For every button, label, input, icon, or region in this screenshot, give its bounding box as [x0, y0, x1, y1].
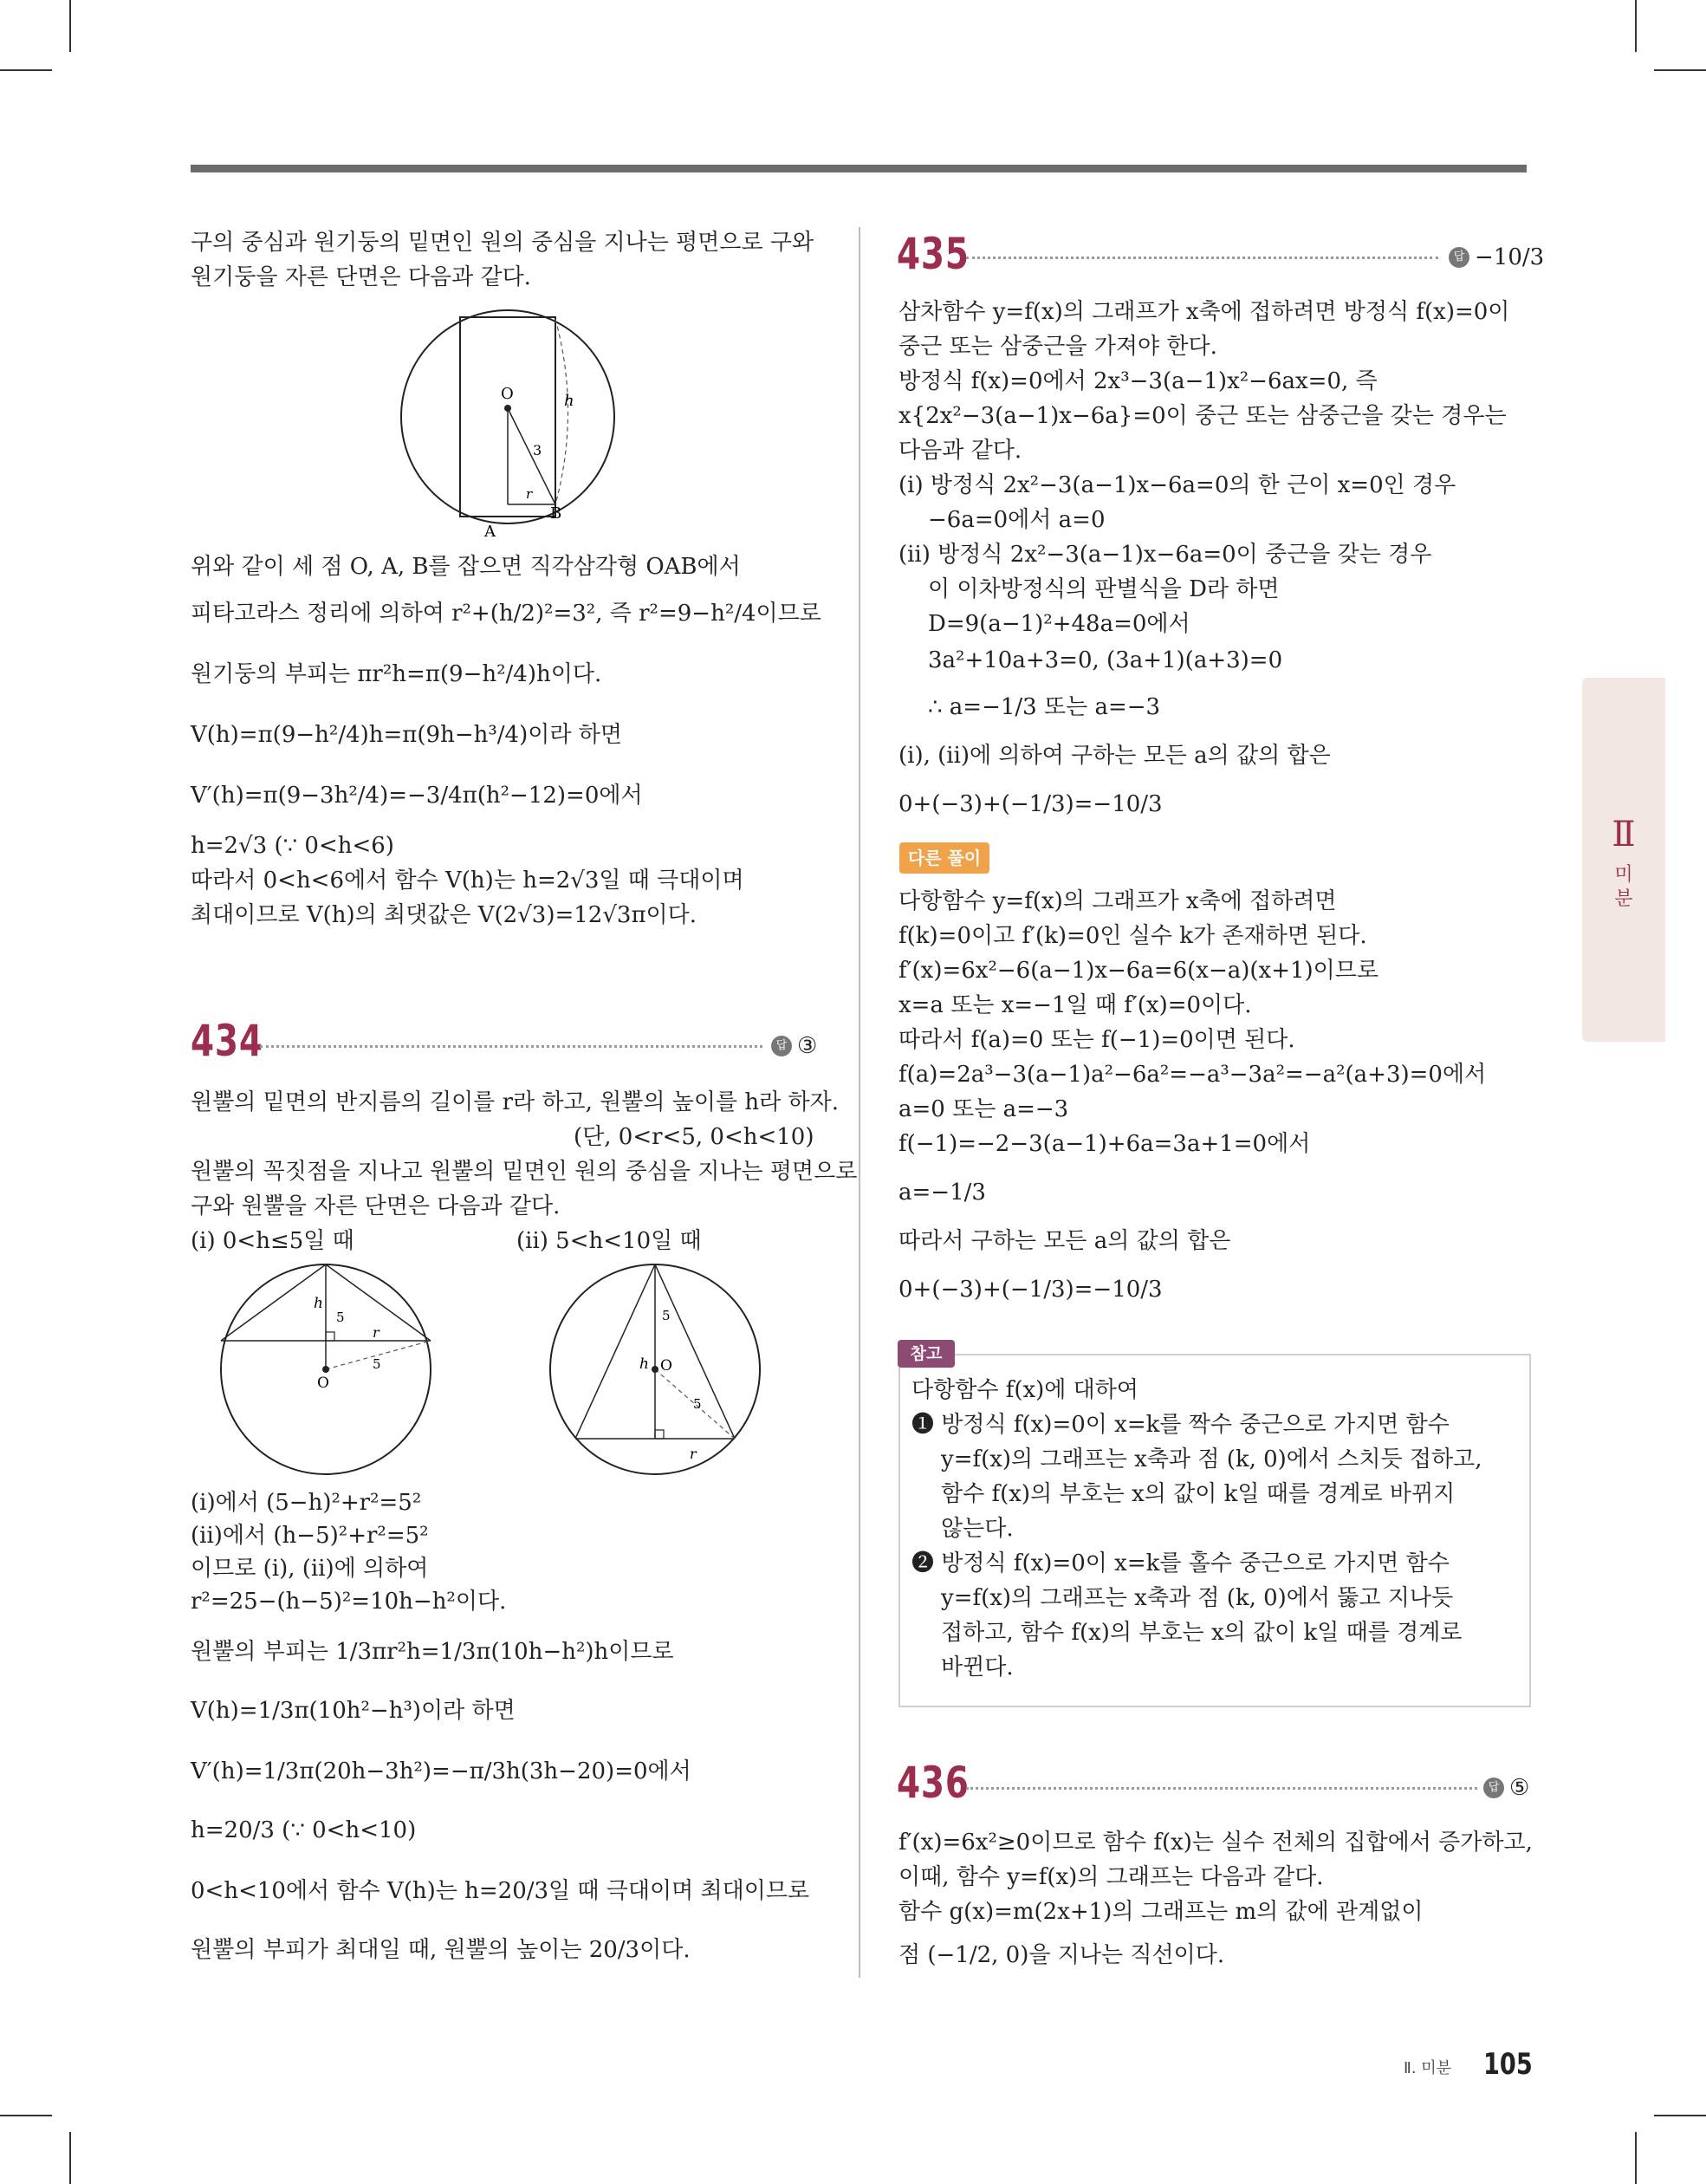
column-divider [859, 227, 860, 1978]
crop-mark [69, 2132, 71, 2184]
solution-line: 원뿔의 부피가 최대일 때, 원뿔의 높이는 20/3이다. [191, 1937, 691, 1963]
header-rule [191, 165, 1527, 172]
alt-line: f(a)=2a³−3(a−1)a²−6a²=−a³−3a²=−a²(a+3)=0에서 [898, 1062, 1487, 1088]
solution-line: 방정식 f(x)=0에서 2x³−3(a−1)x²−6ax=0, 즉 [898, 368, 1378, 394]
alt-line: a=−1/3 [898, 1180, 986, 1206]
solution-line: (ⅰ) 방정식 2x²−3(a−1)x−6a=0의 한 근이 x=0인 경우 [898, 472, 1456, 498]
page-number: 105 [1483, 2047, 1533, 2082]
crop-mark [1654, 2115, 1706, 2116]
problem-number: 436 [897, 1758, 970, 1808]
alt-line: f(−1)=−2−3(a−1)+6a=3a+1=0에서 [898, 1131, 1311, 1157]
label-O: O [660, 1357, 672, 1375]
label-h: h [639, 1355, 649, 1373]
solution-line: 삼차함수 y=f(x)의 그래프가 x축에 접하려면 방정식 f(x)=0이 [898, 299, 1510, 325]
solution-line: 다음과 같다. [898, 438, 1022, 464]
answer-value: ⑤ [1509, 1775, 1530, 1801]
solution-line: ∴ a=−1/3 또는 a=−3 [928, 694, 1161, 720]
solution-line: 함수 g(x)=m(2x+1)의 그래프는 m의 값에 관계없이 [898, 1899, 1424, 1925]
note-line: ❷ 방정식 f(x)=0이 x=k를 홀수 중근으로 가지면 함수 [911, 1550, 1450, 1576]
solution-line: 중근 또는 삼중근을 가져야 한다. [898, 334, 1217, 360]
note-line: y=f(x)의 그래프는 x축과 점 (k, 0)에서 스치듯 접하고, [941, 1446, 1482, 1472]
problem-line: 원뿔의 꼭짓점을 지나고 원뿔의 밑면인 원의 중심을 지나는 평면으로 [191, 1159, 858, 1185]
solution-line: 이므로 (ⅰ), (ⅱ)에 의하여 [191, 1556, 429, 1582]
alt-line: 따라서 f(a)=0 또는 f(−1)=0이면 된다. [898, 1027, 1295, 1053]
solution-line: (ⅱ) 방정식 2x²−3(a−1)x−6a=0이 중근을 갖는 경우 [898, 542, 1432, 568]
answer-icon: 답 [1449, 247, 1469, 268]
alt-line: a=0 또는 a=−3 [898, 1096, 1069, 1122]
solution-line: 점 (−1/2, 0)을 지나는 직선이다. [898, 1942, 1225, 1968]
problem-number: 434 [191, 1016, 263, 1066]
solution-line: V′(h)=π(9−3h²/4)=−3/4π(h²−12)=0에서 [191, 783, 643, 809]
alt-line: f(k)=0이고 f′(k)=0인 실수 k가 존재하면 된다. [898, 923, 1367, 949]
problem-number: 435 [897, 229, 970, 279]
problem-line: 원뿔의 밑면의 반지름의 길이를 r라 하고, 원뿔의 높이를 h라 하자. [191, 1089, 839, 1115]
cone-figure-case1 [217, 1261, 442, 1478]
note-line: ❶ 방정식 f(x)=0이 x=k를 짝수 중근으로 가지면 함수 [911, 1412, 1450, 1438]
label-h: h [564, 392, 574, 410]
note-line: 않는다. [941, 1516, 1014, 1542]
note-tag: 참고 [898, 1340, 955, 1368]
footer-chapter: Ⅱ. 미분 [1404, 2059, 1452, 2077]
solution-line: (ⅱ)에서 (h−5)²+r²=5² [191, 1523, 429, 1549]
solution-line: 피타고라스 정리에 의하여 r²+(h/2)²=3², 즉 r²=9−h²/4이므로 [191, 601, 821, 627]
label-O: O [317, 1375, 329, 1392]
crop-mark [1635, 0, 1637, 52]
alt-line: 따라서 구하는 모든 a의 값의 합은 [898, 1228, 1231, 1254]
problem-line: (단, 0<r<5, 0<h<10) [574, 1124, 814, 1150]
chapter-side-tab [1582, 678, 1665, 1042]
label-3: 3 [533, 442, 542, 458]
dotted-leader [260, 1045, 762, 1048]
solution-line: h=20/3 (∵ 0<h<10) [191, 1817, 417, 1843]
dotted-leader [966, 1787, 1477, 1790]
solution-line: 이때, 함수 y=f(x)의 그래프는 다음과 같다. [898, 1864, 1324, 1890]
note-line: 다항함수 f(x)에 대하여 [911, 1377, 1139, 1403]
solution-line: V(h)=π(9−h²/4)h=π(9h−h³/4)이라 하면 [191, 722, 622, 748]
solution-line: 따라서 0<h<6에서 함수 V(h)는 h=2√3일 때 극대이며 [191, 868, 744, 894]
solution-line: 위와 같이 세 점 O, A, B를 잡으면 직각삼각형 OAB에서 [191, 554, 741, 580]
solution-line: V′(h)=1/3π(20h−3h²)=−π/3h(3h−20)=0에서 [191, 1758, 691, 1784]
alt-line: f′(x)=6x²−6(a−1)x−6a=6(x−a)(x+1)이므로 [898, 958, 1379, 984]
chapter-roman: Ⅱ [1612, 815, 1636, 855]
dotted-leader [966, 257, 1438, 259]
label-h: h [314, 1295, 323, 1312]
solution-line: 0+(−3)+(−1/3)=−10/3 [898, 791, 1163, 817]
label-5: 5 [373, 1356, 381, 1372]
label-A: A [484, 523, 496, 541]
solution-line: 0<h<10에서 함수 V(h)는 h=20/3일 때 극대이며 최대이므로 [191, 1878, 810, 1904]
solution-line: V(h)=1/3π(10h²−h³)이라 하면 [191, 1698, 516, 1724]
label-B: B [550, 504, 562, 523]
crop-mark [0, 69, 52, 71]
case-label: (ⅱ) 5<h<10일 때 [516, 1228, 702, 1254]
label-r: r [526, 486, 533, 502]
solution-line: (ⅰ)에서 (5−h)²+r²=5² [191, 1490, 422, 1516]
alt-line: 다항함수 y=f(x)의 그래프가 x축에 접하려면 [898, 888, 1337, 914]
solution-line: D=9(a−1)²+48a=0에서 [928, 611, 1190, 637]
solution-line: (ⅰ), (ⅱ)에 의하여 구하는 모든 a의 값의 합은 [898, 743, 1331, 769]
solution-line: 이 이차방정식의 판별식을 D라 하면 [928, 576, 1280, 602]
solution-line: −6a=0에서 a=0 [928, 507, 1106, 533]
note-line: 바뀐다. [941, 1654, 1014, 1680]
answer-icon: 답 [771, 1036, 792, 1056]
crop-mark [1635, 2132, 1637, 2184]
case-label: (ⅰ) 0<h≤5일 때 [191, 1228, 354, 1254]
answer-value: ③ [797, 1033, 818, 1059]
label-r: r [373, 1324, 379, 1341]
alt-line: x=a 또는 x=−1일 때 f′(x)=0이다. [898, 992, 1252, 1018]
crop-mark [69, 0, 71, 52]
label-5: 5 [662, 1308, 671, 1323]
solution-line: h=2√3 (∵ 0<h<6) [191, 833, 394, 859]
answer-badge [1483, 1775, 1529, 1801]
solution-line: 최대이므로 V(h)의 최댓값은 V(2√3)=12√3π이다. [191, 902, 697, 928]
cone-figure-case2 [546, 1261, 771, 1478]
chapter-title: 미 분 [1614, 864, 1633, 910]
note-line: 접하고, 함수 f(x)의 부호는 x의 값이 k일 때를 경계로 [941, 1620, 1463, 1646]
label-r: r [690, 1446, 697, 1462]
solution-line: 원뿔의 부피는 1/3πr²h=1/3π(10h−h²)h이므로 [191, 1639, 674, 1665]
label-O: O [501, 385, 514, 403]
solution-line: 3a²+10a+3=0, (3a+1)(a+3)=0 [928, 647, 1283, 673]
crop-mark [1654, 69, 1706, 71]
crop-mark [0, 2115, 52, 2116]
answer-value: −10/3 [1475, 244, 1545, 270]
intro-line: 구의 중심과 원기둥의 밑면인 원의 중심을 지나는 평면으로 구와 [191, 230, 814, 256]
solution-line: f′(x)=6x²≥0이므로 함수 f(x)는 실수 전체의 집합에서 증가하고, [898, 1830, 1533, 1856]
alt-line: 0+(−3)+(−1/3)=−10/3 [898, 1277, 1163, 1303]
intro-line: 원기둥을 자른 단면은 다음과 같다. [191, 264, 531, 290]
answer-badge [1449, 244, 1544, 270]
label-5: 5 [336, 1310, 345, 1325]
note-line: y=f(x)의 그래프는 x축과 점 (k, 0)에서 뚫고 지나듯 [941, 1585, 1454, 1611]
problem-line: 구와 원뿔을 자른 단면은 다음과 같다. [191, 1193, 561, 1219]
solution-line: 원기둥의 부피는 πr²h=π(9−h²/4)h이다. [191, 661, 602, 687]
label-5: 5 [693, 1396, 702, 1412]
solution-line: r²=25−(h−5)²=10h−h²이다. [191, 1589, 507, 1615]
alt-solution-tag: 다른 풀이 [899, 842, 989, 874]
solution-line: x{2x²−3(a−1)x−6a}=0이 중근 또는 삼중근을 갖는 경우는 [898, 403, 1507, 429]
answer-badge [771, 1033, 817, 1059]
note-line: 함수 f(x)의 부호는 x의 값이 k일 때를 경계로 바뀌지 [941, 1481, 1456, 1507]
sphere-cylinder-figure [394, 303, 628, 546]
answer-icon: 답 [1483, 1778, 1504, 1798]
